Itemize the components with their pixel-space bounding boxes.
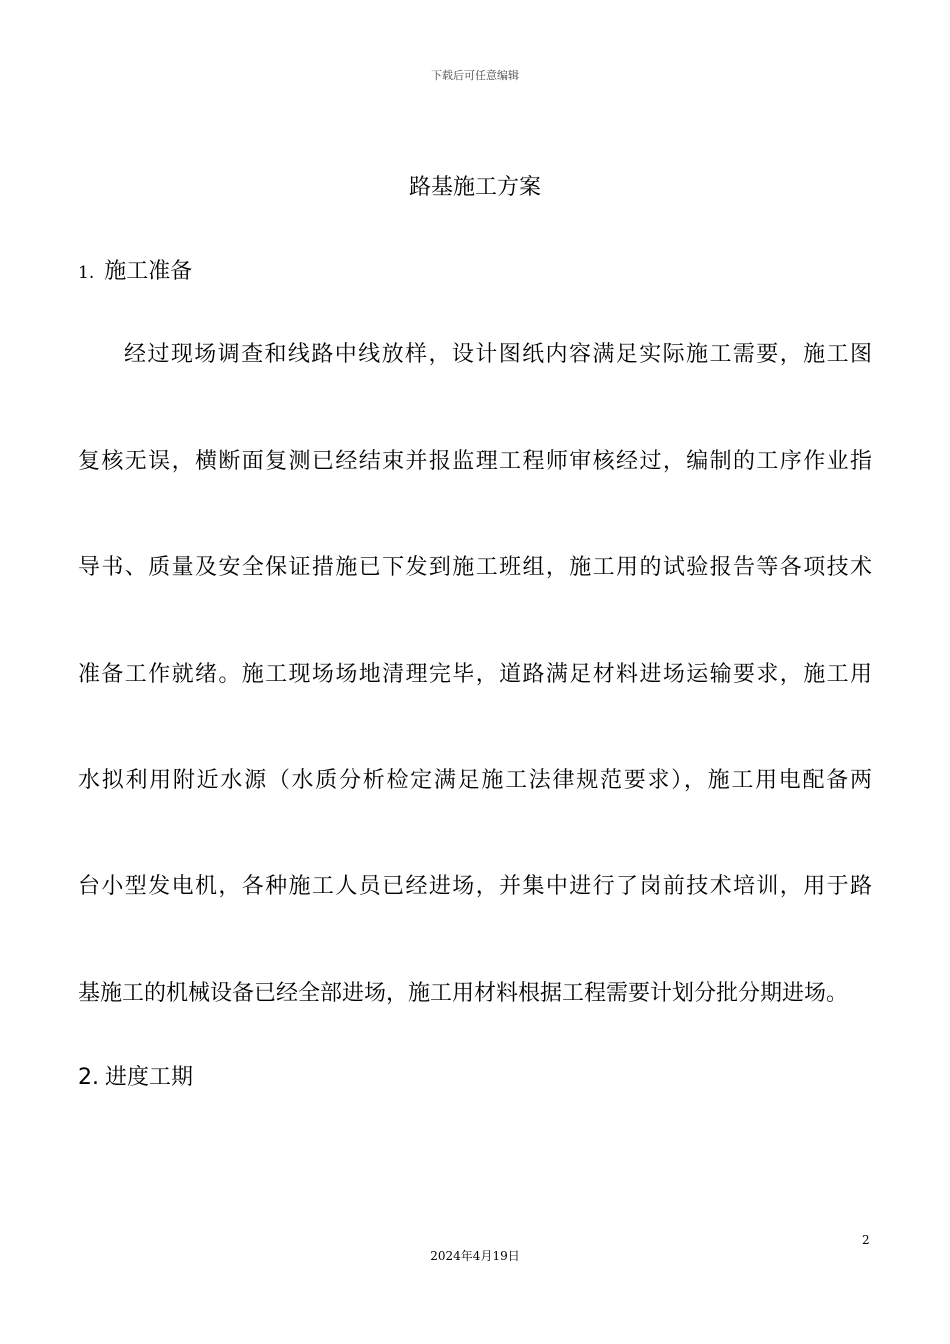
- section-title: 施工准备: [104, 259, 193, 284]
- section-number: 2.: [78, 1065, 99, 1090]
- footer-date: 2024年4月19日: [430, 1249, 520, 1263]
- header-note: 下载后可任意编辑: [431, 69, 519, 82]
- page-number: 2: [862, 1233, 870, 1247]
- section-heading-1: [78, 257, 192, 288]
- paragraph-line: 水拟利用附近水源（水质分析检定满足施工法律规范要求），施工用电配备两: [78, 768, 872, 793]
- paragraph-line: 经过现场调查和线路中线放样，设计图纸内容满足实际施工需要，施工图: [124, 342, 872, 367]
- paragraph-line: 台小型发电机，各种施工人员已经进场，并集中进行了岗前技术培训，用于路: [78, 874, 872, 899]
- paragraph-line: 复核无误，横断面复测已经结束并报监理工程师审核经过，编制的工序作业指: [78, 449, 872, 474]
- document-title: 路基施工方案: [408, 175, 541, 200]
- paragraph-line: 基施工的机械设备已经全部进场，施工用材料根据工程需要计划分批分期进场。: [78, 981, 849, 1006]
- paragraph-line: 准备工作就绪。施工现场场地清理完毕，道路满足材料进场运输要求，施工用: [78, 662, 872, 687]
- section-title: 进度工期: [105, 1065, 194, 1090]
- section-heading-2: [78, 1063, 193, 1093]
- section-number: 1.: [78, 263, 95, 283]
- paragraph-line: 导书、质量及安全保证措施已下发到施工班组，施工用的试验报告等各项技术: [78, 555, 872, 580]
